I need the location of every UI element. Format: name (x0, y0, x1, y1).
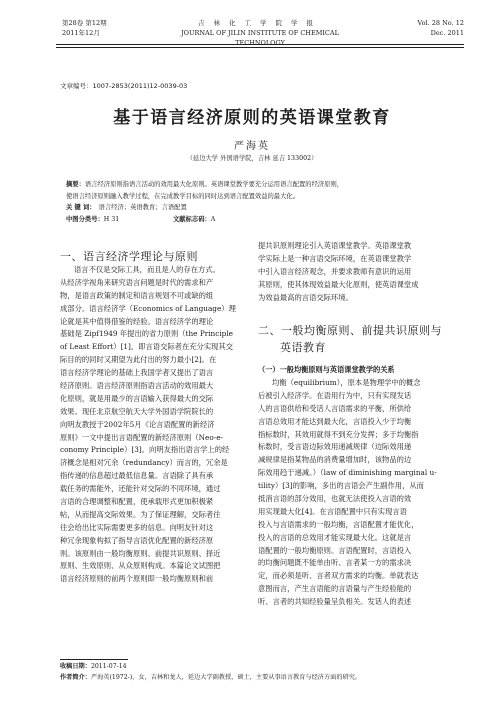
author-bio: 严海英(1972-)，女，吉林和龙人，延边大学副教授，硕士，主要从事语言教育与经济方面的研究。 (90, 673, 362, 681)
running-header (0, 18, 504, 46)
subsection-heading: （一）一般均衡原则与英语课堂教学的关系 (258, 365, 395, 374)
body-line: 从经济学视角来研究语言问题是时代的需求和产 (60, 277, 214, 287)
issue-date-en: Dec. 2011 (430, 29, 464, 37)
header-left (62, 18, 107, 38)
body-line: 中引入语言经济观念，并要求教师有意识的运用 (258, 266, 412, 276)
body-line: 投入的言语的总效用才能实现最大化。这就是言 (258, 532, 412, 542)
clc-value: H 31 (103, 215, 120, 223)
body-line: 的均衡问题既不能单由听、言者某一方的需求决 (258, 558, 412, 568)
body-line: 经济原则。语言经济原则指语言活动的效用最大 (60, 381, 214, 391)
body-line: tility）[3]的影响，多出的言语会产生副作用，从而 (258, 481, 424, 491)
body-line: 语言不仅是交际工具，而且是人的存在方式。 (74, 265, 220, 274)
keywords-value: 语言经济；英语教育；言语配置 (98, 204, 187, 211)
body-line: 际目的的同时又期望为此付出的努力最小[2]。在 (60, 355, 217, 365)
abstract-text: 语言经济原则指语言活动的效用最大化原则。英语课堂教学要充分运用语言配置的经济原则， (84, 181, 344, 188)
journal-name-en: JOURNAL OF JILIN INSTITUTE OF CHEMICAL TECHNOLOGY (181, 29, 339, 47)
received-label: 收稿日期： (60, 663, 91, 670)
body-line: conomy Principle）[3]。向明友指出语言学上的经 (60, 445, 230, 455)
right-column-top (258, 240, 452, 304)
body-line: 抵消言语的部分效用，也就无法使投入言语的效 (258, 494, 412, 504)
body-line: 效果。现任北京航空航天大学外国语学院院长的 (60, 406, 214, 416)
body-line: 均衡（equilibrium），原本是物理学中的概念 (272, 378, 421, 387)
author-affiliation: （延边大学 外国语学院，吉林 延吉 133002） (186, 155, 318, 162)
body-line: 学实际上是一种言语交际环境，在英语课堂教学 (258, 253, 412, 263)
body-line: 化原则，就是用最少的言语输入获得最大的交际 (60, 393, 214, 403)
issue-date: 2011年12月 (62, 29, 100, 37)
body-line: 则。该原则由一般均衡原则、前提共识原则、择近 (60, 548, 221, 558)
header-rule-thin (56, 47, 464, 48)
body-line: 成部分。语言经济学（Economics of Language）理 (60, 303, 236, 313)
body-line: 指标数时，其效用就得不到充分发挥；多于均衡指 (258, 429, 419, 439)
body-line: 言语总效用才能达到最大化，言语投入少于均衡 (258, 416, 412, 426)
body-line: 指传递的信息超过最低信息量。言语除了具有承 (60, 471, 214, 481)
body-line: 语言经济学理论的基础上我国学者又提出了语言 (60, 368, 214, 378)
abstract-block (66, 179, 458, 225)
body-line: 言语的合理调整和配置，使承载形式更加积极紧 (60, 497, 214, 507)
volume-issue-en: Vol. 28 No. 12 (417, 19, 464, 27)
body-line: 人的言语供给和受话人言语需求的平衡，所供给 (258, 403, 412, 413)
keywords-label: 关 键 词： (66, 204, 96, 211)
header-right (418, 18, 464, 38)
body-line: 定，而必须是听、言者双方需求的均衡。单就表达 (258, 571, 419, 581)
body-line: 种冗余现象构拟了指导言语优化配置的新经济原 (60, 535, 214, 545)
body-line: 减规律是指某物品的消费量增加时，该物品的边 (258, 455, 412, 465)
received-date-line (60, 662, 361, 673)
body-line: 原则、生效原则、从众原则构成。本篇论文试图把 (60, 561, 221, 571)
body-line: 向明友教授于2002年5月《论言语配置的新经济 (60, 419, 215, 429)
body-line: 语配置的一般均衡原则。言语配置时，言语投入 (258, 545, 412, 555)
body-line: 论就是其中值得借鉴的经验。语言经济学的理论 (60, 316, 214, 326)
body-line: 提共识原则理论引入英语课堂教学。英语课堂教 (258, 241, 412, 250)
body-line: 意图而言，产生言语能的言语量与产生经验能的 (258, 584, 412, 594)
body-line: 后被引入经济学。在语用行为中，只有实现发话 (258, 390, 412, 400)
left-column (60, 264, 254, 586)
body-line: 听、言者的共知经验量呈负相关。发话人的表述 (258, 597, 412, 607)
footnote-rule (60, 659, 128, 660)
clc-label: 中图分类号： (66, 215, 104, 223)
body-line: 投入与言语需求的一般均衡，言语配置才能优化， (258, 519, 419, 529)
body-line: 济概念是相对冗余（redundancy）而言的，冗余是 (60, 458, 228, 468)
body-line: 为效益最高的言语交际环境。 (258, 292, 353, 302)
section-heading-1: 一、语言经济学理论与原则 (60, 250, 198, 263)
article-title: 基于语言经济原则的英语课堂教育 (113, 108, 391, 128)
journal-name-cn: 吉林化工学院学报 (198, 19, 322, 27)
author-bio-label: 作者简介： (60, 673, 91, 681)
body-line: 际效用趋于递减。）（law of diminishing marginal u- (258, 468, 437, 478)
abstract-label: 摘要： (66, 181, 85, 188)
body-line: 用实现最大化[4]。在言语配置中只有实现言语 (258, 506, 407, 516)
section-heading-2 (258, 322, 454, 356)
classification-line (66, 214, 458, 226)
keywords-line (66, 202, 458, 214)
doc-code-label: 文献标志码： (173, 215, 211, 223)
right-column-body (258, 377, 452, 609)
author-name: 严海英 (234, 141, 270, 152)
article-number: 文章编号：1007-2853(2011)12-0039-03 (60, 82, 188, 90)
header-rule-thick (56, 44, 464, 45)
section-heading-2-line: 二、一般均衡原则、前提共识原则与 (258, 324, 442, 337)
body-line: 往会给出比实际需要更多的信息。向明友针对这 (60, 522, 214, 532)
volume-issue: 第28卷 第12期 (62, 19, 107, 27)
author-bio-line (60, 673, 361, 684)
body-line: 基础是 Zipf1949 年提出的省力原则（the Principle (60, 329, 233, 339)
body-line: 原则》一文中提出言语配置的新经济原则（Neo-e- (60, 432, 223, 442)
received-date: 2011-07-14 (90, 663, 127, 670)
body-line: 载任务的需能外，还能针对交际的不同环境，通过 (60, 484, 221, 494)
doc-code-value: A (210, 215, 216, 223)
body-line: 帖，从而提高交际效果。为了保证理解，交际者往 (60, 509, 221, 519)
abstract-line (66, 179, 458, 191)
body-line: 标数时，受言语边际效用递减规律（边际效用递 (258, 442, 412, 452)
body-line: 语言经济原则的前两个原则即一般均衡原则和前 (60, 574, 214, 584)
body-line: of Least Effort）[1]，即言语交际者在充分实现其交 (60, 342, 234, 352)
body-line: 物，是语言政策的制定和语言规划不可或缺的组 (60, 290, 214, 300)
footnote (60, 662, 361, 683)
abstract-line: 使语言经济原则融入教学过程，在完成教学目标的同时达到语言配置效益的最大化。 (66, 192, 299, 200)
body-line: 其原则，使其体现效益最大化原则，使英语课堂成 (258, 279, 419, 289)
section-heading-2-line: 英语教育 (280, 341, 326, 354)
